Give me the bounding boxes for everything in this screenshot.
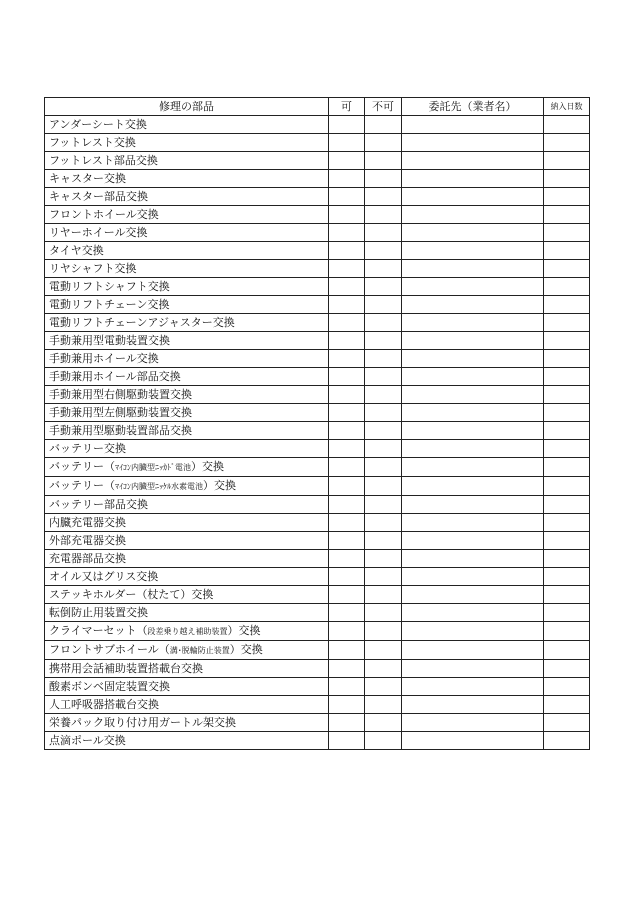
repair-item-text: 手動兼用型左側駆動装置交換 — [49, 406, 192, 419]
repair-item-text: 手動兼用型駆動装置部品交換 — [49, 424, 192, 437]
repair-item-suffix: ）交換 — [229, 643, 263, 656]
contractor-cell[interactable] — [402, 260, 544, 278]
days-cell[interactable] — [544, 224, 590, 242]
table-row — [45, 604, 590, 622]
ng-cell[interactable] — [365, 440, 402, 458]
table-row — [45, 260, 590, 278]
days-cell[interactable] — [544, 440, 590, 458]
ok-cell[interactable] — [329, 116, 365, 134]
ng-cell[interactable] — [365, 477, 402, 496]
ok-cell[interactable] — [329, 678, 365, 696]
repair-item-name — [45, 586, 329, 604]
repair-item-name — [45, 696, 329, 714]
ng-cell[interactable] — [365, 496, 402, 514]
ng-cell[interactable] — [365, 386, 402, 404]
days-cell[interactable] — [544, 678, 590, 696]
contractor-cell[interactable] — [402, 714, 544, 732]
table-row — [45, 422, 590, 440]
repair-item-text: バッテリー部品交換 — [49, 498, 148, 511]
ok-cell[interactable] — [329, 440, 365, 458]
repair-item-name — [45, 152, 329, 170]
table-row — [45, 296, 590, 314]
table-row — [45, 116, 590, 134]
repair-item-name — [45, 641, 329, 660]
ng-cell[interactable] — [365, 678, 402, 696]
days-cell[interactable] — [544, 660, 590, 678]
repair-item-text: ステッキホルダー（杖たて）交換 — [49, 588, 214, 601]
ng-cell[interactable] — [365, 732, 402, 750]
ok-cell[interactable] — [329, 332, 365, 350]
ng-cell[interactable] — [365, 622, 402, 641]
contractor-cell[interactable] — [402, 514, 544, 532]
repair-item-name — [45, 568, 329, 586]
ok-cell[interactable] — [329, 477, 365, 496]
days-cell[interactable] — [544, 152, 590, 170]
ok-cell[interactable] — [329, 586, 365, 604]
ok-cell[interactable] — [329, 622, 365, 641]
ok-cell[interactable] — [329, 496, 365, 514]
repair-item-name — [45, 350, 329, 368]
days-cell[interactable] — [544, 422, 590, 440]
contractor-cell[interactable] — [402, 660, 544, 678]
contractor-cell[interactable] — [402, 586, 544, 604]
contractor-cell[interactable] — [402, 242, 544, 260]
ok-cell[interactable] — [329, 224, 365, 242]
ok-cell[interactable] — [329, 188, 365, 206]
header-days: 納入日数 — [544, 98, 590, 116]
ok-cell[interactable] — [329, 532, 365, 550]
repair-item-text: リヤシャフト交換 — [49, 262, 137, 275]
days-cell[interactable] — [544, 332, 590, 350]
days-cell[interactable] — [544, 458, 590, 477]
repair-item-text: タイヤ交換 — [49, 244, 104, 257]
contractor-cell[interactable] — [402, 458, 544, 477]
repair-item-text: 手動兼用型電動装置交換 — [49, 334, 170, 347]
header-ng: 不可 — [365, 98, 402, 116]
table-row — [45, 568, 590, 586]
ok-cell[interactable] — [329, 568, 365, 586]
contractor-cell[interactable] — [402, 732, 544, 750]
repair-item-name — [45, 332, 329, 350]
repair-item-name — [45, 422, 329, 440]
ng-cell[interactable] — [365, 296, 402, 314]
contractor-cell[interactable] — [402, 152, 544, 170]
days-cell[interactable] — [544, 278, 590, 296]
ok-cell[interactable] — [329, 206, 365, 224]
ok-cell[interactable] — [329, 732, 365, 750]
table-row — [45, 170, 590, 188]
table-row — [45, 332, 590, 350]
ok-cell[interactable] — [329, 260, 365, 278]
ok-cell[interactable] — [329, 242, 365, 260]
ok-cell[interactable] — [329, 350, 365, 368]
ok-cell[interactable] — [329, 514, 365, 532]
contractor-cell[interactable] — [402, 332, 544, 350]
repair-item-name — [45, 188, 329, 206]
repair-item-text: 電動リフトチェーンアジャスター交換 — [49, 316, 235, 329]
table-row — [45, 386, 590, 404]
table-row — [45, 242, 590, 260]
ng-cell[interactable] — [365, 514, 402, 532]
days-cell[interactable] — [544, 206, 590, 224]
repair-item-text: フットレスト部品交換 — [49, 154, 158, 167]
days-cell[interactable] — [544, 404, 590, 422]
repair-item-name — [45, 260, 329, 278]
contractor-cell[interactable] — [402, 404, 544, 422]
ng-cell[interactable] — [365, 260, 402, 278]
ng-cell[interactable] — [365, 206, 402, 224]
repair-item-text: 転倒防止用装置交換 — [49, 606, 148, 619]
days-cell[interactable] — [544, 170, 590, 188]
days-cell[interactable] — [544, 714, 590, 732]
days-cell[interactable] — [544, 477, 590, 496]
table-row — [45, 404, 590, 422]
repair-item-text: 外部充電器交換 — [49, 534, 126, 547]
repair-item-text: 人工呼吸器搭載台交換 — [49, 698, 159, 711]
ng-cell[interactable] — [365, 188, 402, 206]
ok-cell[interactable] — [329, 314, 365, 332]
ng-cell[interactable] — [365, 586, 402, 604]
repair-item-text: 手動兼用ホイール部品交換 — [49, 370, 181, 383]
ok-cell[interactable] — [329, 604, 365, 622]
table-row — [45, 477, 590, 496]
table-row — [45, 278, 590, 296]
table-row — [45, 514, 590, 532]
repair-item-name — [45, 678, 329, 696]
repair-item-note: 段差乗り越え補助装置 — [147, 627, 228, 636]
repair-item-text: 内臓充電器交換 — [49, 516, 126, 529]
table-row — [45, 152, 590, 170]
days-cell[interactable] — [544, 134, 590, 152]
ok-cell[interactable] — [329, 550, 365, 568]
repair-item-name — [45, 116, 329, 134]
header-part: 修理の部品 — [45, 98, 329, 116]
days-cell[interactable] — [544, 496, 590, 514]
days-cell[interactable] — [544, 260, 590, 278]
repair-item-text: 手動兼用型右側駆動装置交換 — [49, 388, 192, 401]
ng-cell[interactable] — [365, 458, 402, 477]
contractor-cell[interactable] — [402, 550, 544, 568]
repair-item-text: バッテリー交換 — [49, 442, 126, 455]
ng-cell[interactable] — [365, 404, 402, 422]
ok-cell[interactable] — [329, 714, 365, 732]
table-body — [45, 116, 590, 750]
repair-item-text: キャスター部品交換 — [49, 190, 148, 203]
ok-cell[interactable] — [329, 296, 365, 314]
repair-item-note: ﾏｲｺﾝ内臓型ﾆｯｶﾄﾞ電池 — [115, 463, 191, 472]
days-cell[interactable] — [544, 296, 590, 314]
repair-item-text: アンダーシート交換 — [49, 118, 147, 131]
contractor-cell[interactable] — [402, 386, 544, 404]
repair-item-text: バッテリー（ — [49, 460, 115, 473]
contractor-cell[interactable] — [402, 622, 544, 641]
repair-item-name — [45, 732, 329, 750]
repair-item-text: オイル又はグリス交換 — [49, 570, 159, 583]
repair-item-name — [45, 206, 329, 224]
repair-item-text: フロントサブホイール（ — [49, 643, 170, 656]
repair-item-name — [45, 604, 329, 622]
contractor-cell[interactable] — [402, 314, 544, 332]
repair-item-name — [45, 134, 329, 152]
days-cell[interactable] — [544, 350, 590, 368]
repair-item-text: フットレスト交換 — [49, 136, 136, 149]
header-contractor: 委託先（業者名） — [402, 98, 544, 116]
contractor-cell[interactable] — [402, 532, 544, 550]
days-cell[interactable] — [544, 732, 590, 750]
repair-item-name — [45, 550, 329, 568]
header-ok: 可 — [329, 98, 365, 116]
contractor-cell[interactable] — [402, 477, 544, 496]
repair-item-name — [45, 714, 329, 732]
ng-cell[interactable] — [365, 242, 402, 260]
repair-item-suffix: ）交換 — [191, 460, 224, 473]
days-cell[interactable] — [544, 550, 590, 568]
repair-item-name — [45, 368, 329, 386]
ng-cell[interactable] — [365, 714, 402, 732]
contractor-cell[interactable] — [402, 188, 544, 206]
ok-cell[interactable] — [329, 152, 365, 170]
contractor-cell[interactable] — [402, 696, 544, 714]
contractor-cell[interactable] — [402, 296, 544, 314]
ng-cell[interactable] — [365, 134, 402, 152]
ng-cell[interactable] — [365, 224, 402, 242]
table-row — [45, 532, 590, 550]
repair-item-note: ﾏｲｺﾝ内臓型ﾆｯｹﾙ水素電池 — [115, 482, 203, 491]
contractor-cell[interactable] — [402, 368, 544, 386]
header-row — [45, 98, 590, 116]
repair-item-text: 酸素ボンベ固定装置交換 — [49, 680, 170, 693]
ng-cell[interactable] — [365, 422, 402, 440]
contractor-cell[interactable] — [402, 170, 544, 188]
days-cell[interactable] — [544, 368, 590, 386]
repair-item-name — [45, 458, 329, 477]
ng-cell[interactable] — [365, 568, 402, 586]
repair-item-name — [45, 170, 329, 188]
ng-cell[interactable] — [365, 604, 402, 622]
days-cell[interactable] — [544, 386, 590, 404]
table-row — [45, 641, 590, 660]
contractor-cell[interactable] — [402, 568, 544, 586]
days-cell[interactable] — [544, 116, 590, 134]
contractor-cell[interactable] — [402, 641, 544, 660]
repair-item-name — [45, 386, 329, 404]
table-row — [45, 188, 590, 206]
repair-item-suffix: ）交換 — [203, 479, 236, 492]
days-cell[interactable] — [544, 568, 590, 586]
days-cell[interactable] — [544, 532, 590, 550]
table-row — [45, 134, 590, 152]
ng-cell[interactable] — [365, 152, 402, 170]
table-row — [45, 622, 590, 641]
ng-cell[interactable] — [365, 696, 402, 714]
ok-cell[interactable] — [329, 278, 365, 296]
ok-cell[interactable] — [329, 660, 365, 678]
days-cell[interactable] — [544, 586, 590, 604]
table-row — [45, 440, 590, 458]
contractor-cell[interactable] — [402, 350, 544, 368]
ng-cell[interactable] — [365, 660, 402, 678]
contractor-cell[interactable] — [402, 678, 544, 696]
ok-cell[interactable] — [329, 404, 365, 422]
repair-item-name — [45, 477, 329, 496]
ng-cell[interactable] — [365, 532, 402, 550]
table-row — [45, 732, 590, 750]
repair-item-text: 点滴ポール交換 — [49, 734, 126, 747]
contractor-cell[interactable] — [402, 116, 544, 134]
days-cell[interactable] — [544, 622, 590, 641]
repair-item-text: 携帯用会話補助装置搭載台交換 — [49, 662, 203, 675]
ok-cell[interactable] — [329, 134, 365, 152]
ng-cell[interactable] — [365, 116, 402, 134]
repair-item-text: フロントホイール交換 — [49, 208, 159, 221]
ng-cell[interactable] — [365, 314, 402, 332]
table-row — [45, 714, 590, 732]
table-row — [45, 586, 590, 604]
repair-item-name — [45, 314, 329, 332]
ng-cell[interactable] — [365, 332, 402, 350]
days-cell[interactable] — [544, 188, 590, 206]
ng-cell[interactable] — [365, 170, 402, 188]
repair-item-note: 溝･脱輪防止装置 — [169, 646, 230, 655]
table-row — [45, 314, 590, 332]
table-row — [45, 350, 590, 368]
ng-cell[interactable] — [365, 350, 402, 368]
repair-item-text: 手動兼用ホイール交換 — [49, 352, 159, 365]
repair-item-name — [45, 532, 329, 550]
days-cell[interactable] — [544, 641, 590, 660]
contractor-cell[interactable] — [402, 604, 544, 622]
contractor-cell[interactable] — [402, 224, 544, 242]
repair-item-text: 栄養パック取り付け用ガートル架交換 — [49, 716, 236, 729]
table-row — [45, 550, 590, 568]
table-row — [45, 660, 590, 678]
ng-cell[interactable] — [365, 641, 402, 660]
ng-cell[interactable] — [365, 550, 402, 568]
days-cell[interactable] — [544, 242, 590, 260]
ok-cell[interactable] — [329, 641, 365, 660]
repair-item-name — [45, 242, 329, 260]
repair-item-name — [45, 622, 329, 641]
repair-item-text: 電動リフトチェーン交換 — [49, 298, 170, 311]
table-row — [45, 368, 590, 386]
table-row — [45, 496, 590, 514]
contractor-cell[interactable] — [402, 206, 544, 224]
repair-item-suffix: ）交換 — [227, 624, 261, 637]
repair-item-name — [45, 660, 329, 678]
repair-item-text: キャスター交換 — [49, 172, 126, 185]
ok-cell[interactable] — [329, 386, 365, 404]
ok-cell[interactable] — [329, 422, 365, 440]
repair-item-text: バッテリー（ — [49, 479, 115, 492]
table-row — [45, 696, 590, 714]
contractor-cell[interactable] — [402, 134, 544, 152]
ok-cell[interactable] — [329, 696, 365, 714]
table-row — [45, 224, 590, 242]
contractor-cell[interactable] — [402, 278, 544, 296]
table-row — [45, 206, 590, 224]
days-cell[interactable] — [544, 314, 590, 332]
repair-item-name — [45, 278, 329, 296]
repair-item-text: 電動リフトシャフト交換 — [49, 280, 170, 293]
ok-cell[interactable] — [329, 458, 365, 477]
days-cell[interactable] — [544, 514, 590, 532]
ok-cell[interactable] — [329, 170, 365, 188]
repair-item-name — [45, 296, 329, 314]
repair-item-text: クライマーセット（ — [49, 624, 148, 637]
table-row — [45, 458, 590, 477]
ng-cell[interactable] — [365, 278, 402, 296]
repair-item-text: 充電器部品交換 — [49, 552, 126, 565]
table-row — [45, 678, 590, 696]
repair-item-name — [45, 224, 329, 242]
repair-item-name — [45, 404, 329, 422]
contractor-cell[interactable] — [402, 422, 544, 440]
ok-cell[interactable] — [329, 368, 365, 386]
ng-cell[interactable] — [365, 368, 402, 386]
days-cell[interactable] — [544, 604, 590, 622]
days-cell[interactable] — [544, 696, 590, 714]
contractor-cell[interactable] — [402, 440, 544, 458]
repair-item-name — [45, 514, 329, 532]
repair-item-text: リヤーホイール交換 — [49, 226, 148, 239]
repair-parts-table — [44, 97, 590, 750]
repair-item-name — [45, 496, 329, 514]
repair-item-name — [45, 440, 329, 458]
contractor-cell[interactable] — [402, 496, 544, 514]
